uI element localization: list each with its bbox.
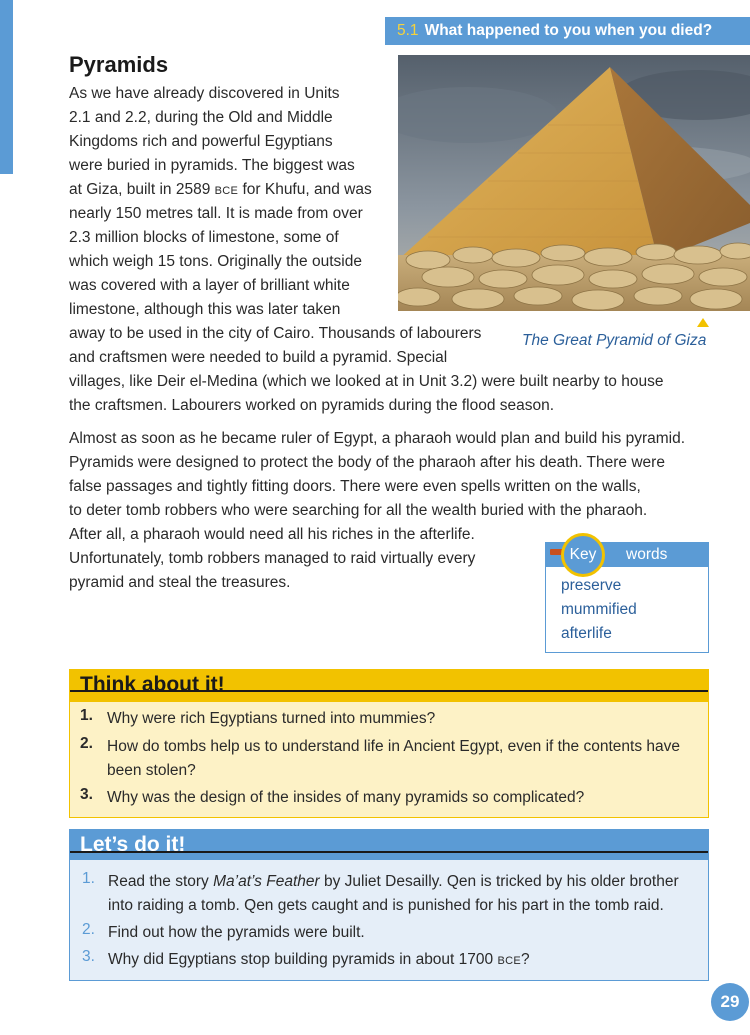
- question-text: been stolen?: [107, 762, 196, 779]
- page-number: 29: [711, 983, 749, 1021]
- section-header: [385, 17, 750, 45]
- task-text-part: Why did Egyptians stop building pyramids in about 1700: [108, 951, 498, 968]
- section-edge-tab: [0, 0, 13, 174]
- question-number: 2.: [80, 735, 93, 752]
- para2-line: Unfortunately, tomb robbers managed to raid virtually every: [69, 550, 476, 567]
- para2-line: After all, a pharaoh would need all his riches in the afterlife.: [69, 526, 475, 543]
- lets-do-it-box: [69, 829, 709, 981]
- para2-line: Almost as soon as he became ruler of Egypt, a pharaoh would plan and build his pyramid.: [69, 430, 686, 447]
- caption-pointer-icon: [697, 318, 709, 327]
- question-text: Why were rich Egyptians turned into mummies?: [107, 710, 436, 727]
- key-word: mummified: [561, 601, 637, 618]
- era-label: BCE: [497, 955, 521, 967]
- lets-do-it-title: Let’s do it!: [80, 833, 186, 856]
- task-text-part: Read the story: [108, 873, 214, 890]
- era-label: BCE: [214, 185, 239, 197]
- pyramid-photo: [398, 55, 750, 311]
- para1-line: As we have already discovered in Units: [69, 85, 340, 102]
- key-words-box: [545, 542, 709, 653]
- para2-line: false passages and tightly fitting doors. There were even spells written on the walls,: [69, 478, 641, 495]
- key-word: preserve: [561, 577, 622, 594]
- key-word: afterlife: [561, 625, 612, 642]
- question-text: How do tombs help us to understand life in Ancient Egypt, even if the contents have: [107, 738, 680, 755]
- section-number: 5.1: [397, 22, 419, 39]
- para1-line: was covered with a layer of brilliant white: [69, 277, 350, 294]
- book-title: Ma’at’s Feather: [213, 873, 320, 890]
- photo-caption: The Great Pyramid of Giza: [522, 332, 707, 349]
- think-about-it-box: [69, 669, 709, 818]
- task-number: 2.: [82, 921, 95, 938]
- task-text: [108, 870, 679, 894]
- task-text-part: by Juliet Desailly. Qen is tricked by his older brother: [319, 873, 679, 890]
- para1-line: limestone, although this was later taken: [69, 301, 341, 318]
- para1-line: were buried in pyramids. The biggest was: [69, 157, 355, 174]
- para1-line: nearly 150 metres tall. It is made from over: [69, 205, 363, 222]
- question-number: 3.: [80, 786, 93, 803]
- para1-line: Kingdoms rich and powerful Egyptians: [69, 133, 333, 150]
- lets-do-it-header: [70, 830, 708, 860]
- key-words-label: words: [626, 546, 668, 563]
- task-text: Find out how the pyramids were built.: [108, 924, 365, 941]
- para2-line: Pyramids were designed to protect the body of the pharaoh after his death. There were: [69, 454, 665, 471]
- para1-line: villages, like Deir el-Medina (which we looked at in Unit 3.2) were built nearby to house: [69, 373, 664, 390]
- task-text-part: ?: [520, 951, 530, 968]
- para2-line: pyramid and steal the treasures.: [69, 574, 291, 591]
- section-title: What happened to you when you died?: [424, 22, 713, 39]
- question-number: 1.: [80, 707, 93, 724]
- para1-line: 2.1 and 2.2, during the Old and Middle: [69, 109, 333, 126]
- task-text: [108, 948, 530, 973]
- para1-line: which weigh 15 tons. Originally the outside: [69, 253, 362, 270]
- para1-line: and craftsmen were needed to build a pyramid. Special: [69, 349, 448, 366]
- para1-line: the craftsmen. Labourers worked on pyramids during the flood season.: [69, 397, 555, 414]
- think-about-it-title: Think about it!: [80, 673, 225, 696]
- para1-line: [69, 178, 372, 203]
- para2-line: to deter tomb robbers who were searching for all the wealth buried with the pharaoh.: [69, 502, 648, 519]
- para1-line: 2.3 million blocks of limestone, some of: [69, 229, 339, 246]
- page-title: Pyramids: [69, 52, 169, 77]
- para1-text: at Giza, built in 2589: [69, 181, 215, 198]
- question-text: Why was the design of the insides of many pyramids so complicated?: [107, 789, 585, 806]
- task-number: 1.: [82, 870, 95, 887]
- key-badge: Key: [561, 533, 605, 577]
- para1-line: away to be used in the city of Cairo. Thousands of labourers: [69, 325, 482, 342]
- para1-text: for Khufu, and was: [238, 181, 372, 198]
- task-text: into raiding a tomb. Qen gets caught and is punished for his part in the tomb raid.: [108, 897, 664, 914]
- task-number: 3.: [82, 948, 95, 965]
- think-about-it-header: [70, 670, 708, 702]
